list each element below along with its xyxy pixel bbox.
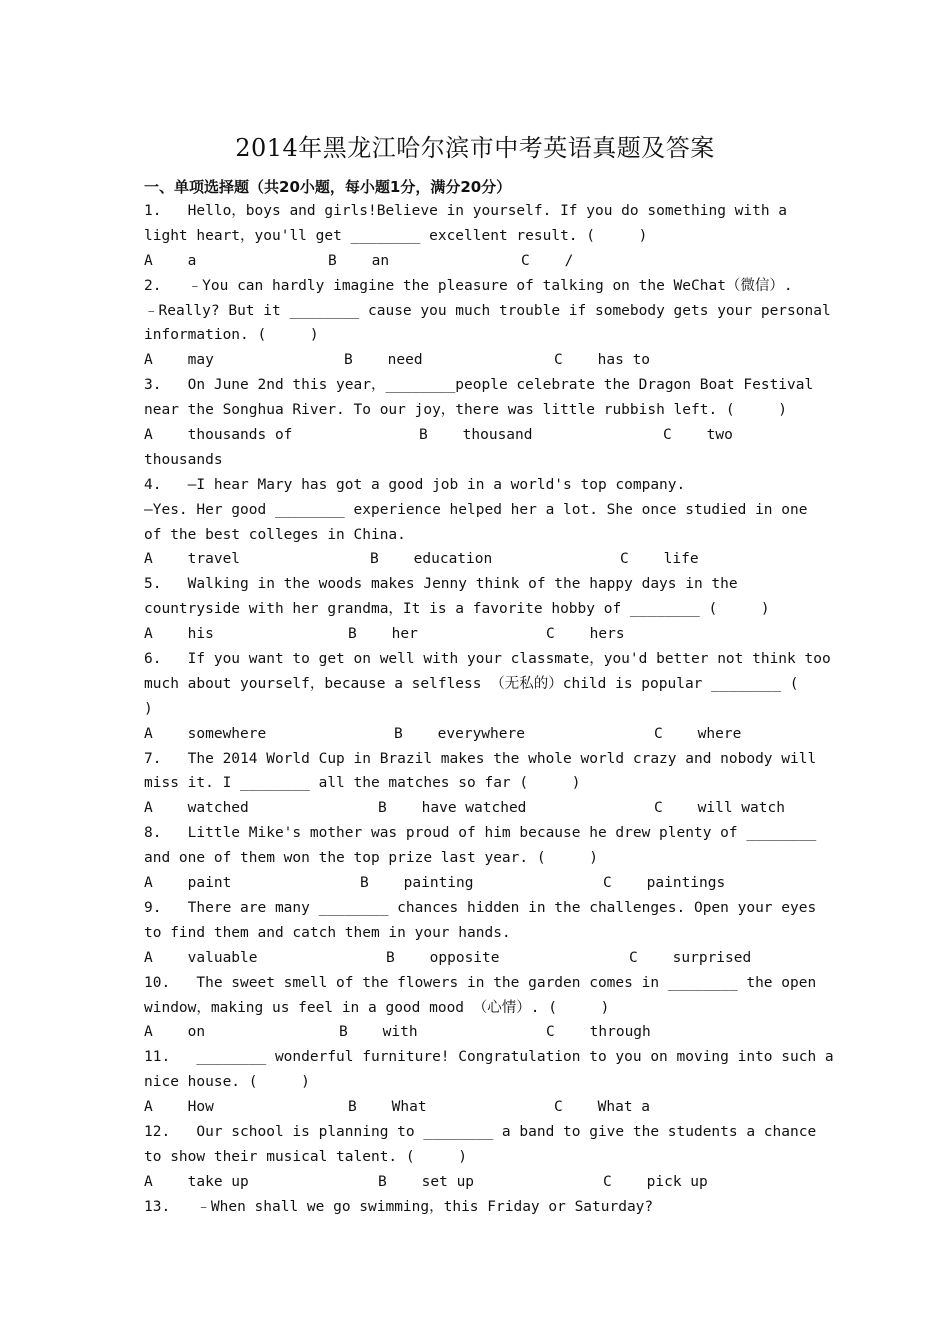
question-text-line: —Yes. Her good ________ experience helped her a lot. She once studied in one — [144, 501, 808, 518]
options-row — [144, 1095, 810, 1120]
option-a[interactable]: A take up — [144, 1173, 249, 1190]
option-b[interactable]: B opposite — [386, 949, 500, 966]
question-4 — [144, 473, 810, 573]
question-11 — [144, 1045, 834, 1120]
options-row — [144, 946, 810, 971]
options-row — [144, 796, 810, 821]
question-10 — [144, 971, 817, 1046]
question-text-line: 3. On June 2nd this year，________people celebrate the Dragon Boat Festival — [144, 377, 814, 394]
option-b[interactable]: B thousand — [419, 427, 533, 444]
question-text-line: 8. Little Mike's mother was proud of him because he drew plenty of ________ — [144, 825, 817, 842]
question-list — [144, 199, 834, 1220]
options-row — [144, 1020, 810, 1045]
question-text-line: window，making us feel in a good mood （心情）. ( ) — [144, 999, 610, 1016]
option-b[interactable]: B have watched — [378, 800, 527, 817]
option-a[interactable]: A travel — [144, 551, 241, 568]
question-text-line: much about yourself，because a selfless （无私的）child is popular ________ ( — [144, 675, 799, 692]
question-text-line: ﹣Really? But it ________ cause you much trouble if somebody gets your personal — [144, 302, 831, 319]
option-c[interactable]: C will watch — [654, 800, 785, 817]
options-row — [144, 423, 810, 448]
option-b[interactable]: B everywhere — [394, 725, 525, 742]
option-c[interactable]: C through — [546, 1024, 651, 1041]
options-row — [144, 249, 810, 274]
options-row — [144, 348, 810, 373]
option-c[interactable]: C where — [654, 725, 742, 742]
option-b[interactable]: B painting — [360, 875, 474, 892]
option-c[interactable]: C has to — [554, 352, 651, 369]
option-a[interactable]: A his — [144, 626, 214, 643]
question-text-line: light heart，you'll get ________ excellent result. ( ) — [144, 227, 648, 244]
question-6 — [144, 647, 831, 747]
question-3 — [144, 373, 814, 473]
question-5 — [144, 572, 810, 647]
options-row — [144, 622, 810, 647]
option-c[interactable]: C life — [620, 551, 699, 568]
question-1 — [144, 199, 810, 274]
option-c[interactable]: C pick up — [603, 1173, 708, 1190]
question-13 — [144, 1195, 810, 1220]
question-text-line: of the best colleges in China. — [144, 526, 406, 543]
option-b[interactable]: B need — [344, 352, 423, 369]
question-2 — [144, 274, 831, 374]
question-7 — [144, 747, 817, 822]
options-row — [144, 871, 810, 896]
option-a[interactable]: A watched — [144, 800, 249, 817]
question-text-line: nice house. ( ) — [144, 1074, 310, 1091]
question-text-line: 13. ﹣When shall we go swimming，this Friday or Saturday? — [144, 1198, 654, 1215]
question-text-line: miss it. I ________ all the matches so far ( ) — [144, 775, 581, 792]
question-text-line: 2. ﹣You can hardly imagine the pleasure of talking on the WeChat（微信）. — [144, 277, 793, 294]
option-c[interactable]: C two — [663, 427, 733, 444]
option-c[interactable]: C / — [521, 252, 574, 269]
options-row — [144, 722, 810, 747]
option-a[interactable]: A may — [144, 352, 214, 369]
question-9 — [144, 896, 817, 971]
option-a[interactable]: A thousands of — [144, 427, 293, 444]
option-continuation: thousands — [144, 451, 223, 468]
option-b[interactable]: B set up — [378, 1173, 475, 1190]
option-b[interactable]: B an — [328, 252, 390, 269]
option-a[interactable]: A valuable — [144, 949, 258, 966]
question-8 — [144, 821, 817, 896]
question-text-line: 7. The 2014 World Cup in Brazil makes the whole world crazy and nobody will — [144, 750, 817, 767]
question-text-line: near the Songhua River. To our joy，there was little rubbish left. ( ) — [144, 402, 788, 419]
question-text-line: 6. If you want to get on well with your classmate，you'd better not think too — [144, 651, 831, 668]
question-text-line: 5. Walking in the woods makes Jenny think of the happy days in the — [144, 576, 738, 593]
question-text-line: and one of them won the top prize last year. ( ) — [144, 850, 598, 867]
page-title: 2014年黑龙江哈尔滨市中考英语真题及答案 — [235, 134, 715, 162]
option-a[interactable]: A somewhere — [144, 725, 267, 742]
option-a[interactable]: A How — [144, 1099, 214, 1116]
options-row — [144, 1170, 810, 1195]
question-text-line: information. ( ) — [144, 327, 319, 344]
question-text-line: 1. Hello，boys and girls!Believe in yourself. If you do something with a — [144, 203, 788, 219]
option-c[interactable]: C What a — [554, 1099, 651, 1116]
option-c[interactable]: C paintings — [603, 875, 726, 892]
question-text-line: 9. There are many ________ chances hidden in the challenges. Open your eyes — [144, 899, 817, 916]
question-text-line: to show their musical talent. ( ) — [144, 1148, 468, 1165]
section-heading: 一、单项选择题（共20小题，每小题1分，满分20分） — [144, 178, 512, 196]
option-a[interactable]: A paint — [144, 875, 232, 892]
option-b[interactable]: B her — [348, 626, 418, 643]
question-text-line: 11. ________ wonderful furniture! Congratulation to you on moving into such a — [144, 1049, 834, 1066]
question-text-line: countryside with her grandma，It is a favorite hobby of ________ ( ) — [144, 601, 770, 618]
options-row — [144, 547, 810, 572]
question-12 — [144, 1120, 817, 1195]
question-text-line: ) — [144, 700, 153, 717]
option-b[interactable]: B with — [339, 1024, 418, 1041]
option-a[interactable]: A a — [144, 252, 197, 269]
question-text-line: 12. Our school is planning to ________ a band to give the students a chance — [144, 1123, 817, 1140]
option-c[interactable]: C surprised — [629, 949, 752, 966]
option-b[interactable]: B What — [348, 1099, 427, 1116]
question-text-line: 4. —I hear Mary has got a good job in a world's top company. — [144, 476, 686, 493]
option-b[interactable]: B education — [370, 551, 493, 568]
option-c[interactable]: C hers — [546, 626, 625, 643]
question-text-line: to find them and catch them in your hands. — [144, 924, 511, 941]
question-text-line: 10. The sweet smell of the flowers in the garden comes in ________ the open — [144, 974, 817, 991]
option-a[interactable]: A on — [144, 1024, 206, 1041]
